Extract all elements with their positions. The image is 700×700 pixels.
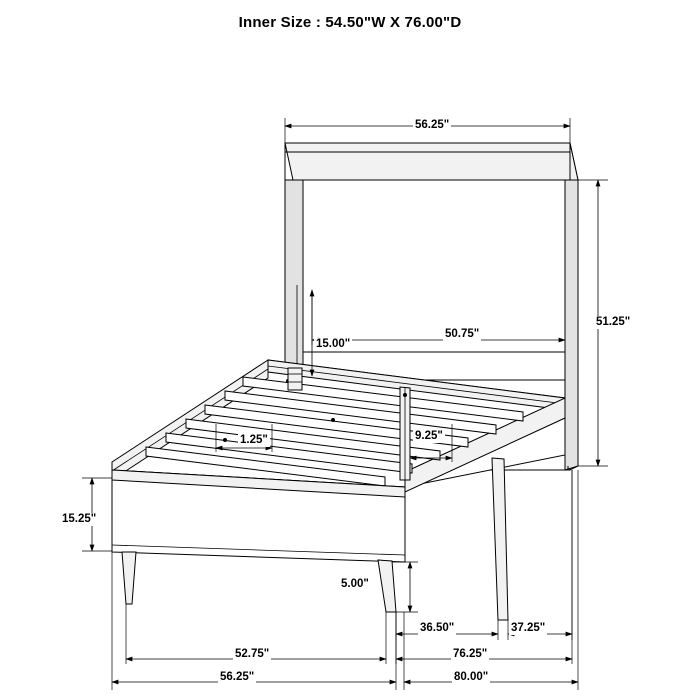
label-bottom-depth-2: 80.00"	[454, 671, 489, 683]
label-side-rail-depth: 37.25"	[511, 622, 546, 634]
label-bottom-depth-1: 76.25"	[453, 648, 488, 660]
label-slat-thickness: 1.25"	[240, 434, 268, 446]
rear-leg	[492, 458, 508, 620]
label-headboard-width: 56.25"	[415, 119, 450, 131]
page-title: Inner Size : 54.50"W X 76.00"D	[238, 14, 462, 31]
label-footboard-height: 15.25"	[62, 513, 97, 525]
label-inner-width: 50.75"	[445, 328, 480, 340]
dim-bottom-depth-2	[404, 470, 578, 690]
label-footboard-depth: 36.50"	[420, 622, 455, 634]
label-bottom-width-2: 56.25"	[220, 671, 255, 683]
label-leg-height: 5.00"	[341, 578, 369, 590]
label-slat-spacing: 9.25"	[415, 430, 443, 442]
dim-bottom-width-2	[112, 552, 396, 690]
label-headboard-height: 51.25"	[596, 316, 631, 328]
dim-side-rail-depth	[508, 470, 572, 640]
label-bottom-width-1: 52.75"	[235, 648, 270, 660]
label-slat-gap: 15.00"	[316, 338, 351, 350]
